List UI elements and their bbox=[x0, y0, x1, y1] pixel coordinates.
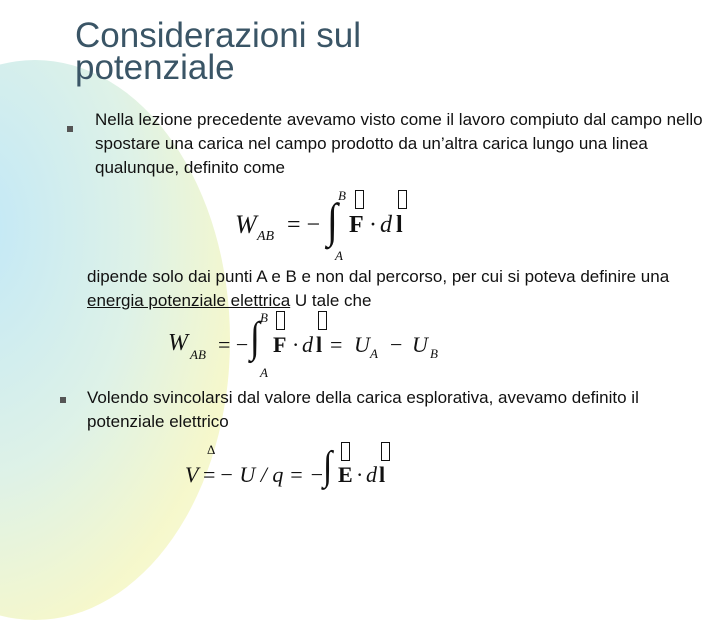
continuation-before: dipende solo dai punti A e B e non dal percorso, per cui si poteva definire una bbox=[87, 267, 670, 286]
integral-sign: ∫ bbox=[250, 313, 260, 362]
formula-minus: − bbox=[390, 332, 403, 357]
formula-vector-E: E bbox=[338, 462, 353, 487]
vector-arrow-placeholder bbox=[341, 442, 350, 461]
formula-subscript-A: A bbox=[370, 346, 378, 361]
formula-vector-l: l bbox=[379, 462, 386, 487]
formula-dot: · bbox=[292, 332, 300, 357]
bullet-marker bbox=[67, 126, 73, 132]
formula-subscript: AB bbox=[257, 229, 275, 244]
formula-vector-l: l bbox=[316, 332, 323, 357]
integral-sign: ∫ bbox=[323, 444, 333, 489]
formula-symbol: W bbox=[168, 330, 188, 356]
integral-sign: ∫ bbox=[327, 193, 338, 248]
continuation-text bbox=[87, 265, 697, 313]
formula-work-integral bbox=[235, 188, 435, 268]
formula-vector-F: F bbox=[349, 212, 364, 238]
formula-rhs: − U / q = − bbox=[219, 462, 325, 487]
integral-lower-limit: A bbox=[260, 365, 268, 380]
vector-arrow-placeholder bbox=[355, 190, 364, 209]
formula-subscript-B: B bbox=[430, 346, 438, 361]
integral-upper-limit: B bbox=[260, 310, 268, 325]
integral-lower-limit: A bbox=[335, 248, 343, 263]
formula-d: d bbox=[302, 332, 313, 357]
bullet-text-1: Nella lezione precedente avevamo visto come il lavoro compiuto dal campo nello spostare una carica nel campo prodotto da un’altra carica lungo una linea qualunque, definito come bbox=[95, 110, 703, 177]
formula-equals: = bbox=[330, 332, 343, 357]
formula-U-B: U bbox=[412, 332, 428, 357]
formula-vector-l: l bbox=[396, 212, 403, 238]
formula-symbol: W bbox=[235, 210, 257, 239]
vector-arrow-placeholder bbox=[398, 190, 407, 209]
formula-dot: · bbox=[369, 212, 377, 238]
formula-V: V bbox=[185, 462, 199, 487]
integral-upper-limit: B bbox=[338, 188, 346, 203]
formula-d: d bbox=[380, 212, 392, 238]
continuation-underlined: energia potenziale elettrica bbox=[87, 291, 291, 310]
formula-equals-minus: = − bbox=[287, 212, 321, 238]
bullet-text-2: Volendo svincolarsi dal valore della carica esplorativa, avevamo definito il potenziale elettrico bbox=[87, 388, 639, 431]
formula-delta: Δ bbox=[207, 442, 216, 457]
formula-d: d bbox=[366, 462, 377, 487]
formula-equals: = bbox=[203, 462, 216, 487]
formula-potential-energy bbox=[168, 310, 468, 382]
vector-arrow-placeholder bbox=[381, 442, 390, 461]
formula-subscript: AB bbox=[190, 347, 206, 362]
vector-arrow-placeholder bbox=[318, 311, 327, 330]
formula-vector-F: F bbox=[273, 332, 287, 357]
formula-equals-minus: = − bbox=[218, 332, 249, 357]
formula-dot: · bbox=[356, 462, 364, 487]
bullet-marker bbox=[60, 397, 66, 403]
formula-electric-potential bbox=[185, 442, 425, 502]
slide-title: Considerazioni sul potenziale bbox=[75, 16, 361, 87]
continuation-after: U tale che bbox=[290, 291, 372, 310]
formula-U-A: U bbox=[354, 332, 370, 357]
vector-arrow-placeholder bbox=[276, 311, 285, 330]
